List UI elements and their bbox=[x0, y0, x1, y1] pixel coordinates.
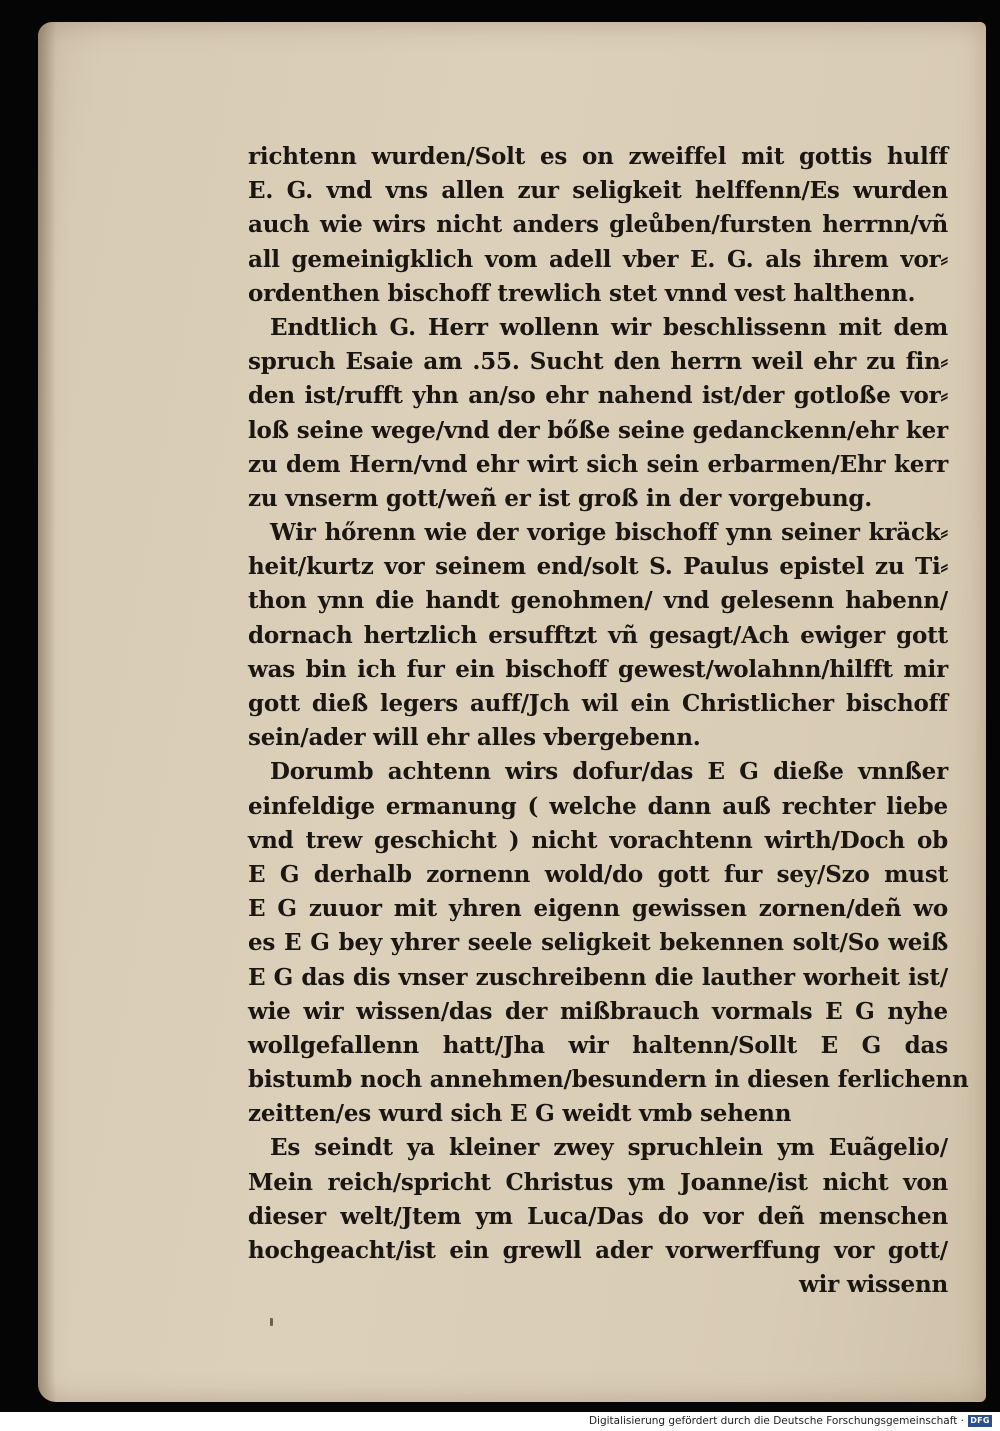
dfg-logo-icon: DFG bbox=[968, 1415, 992, 1427]
paragraph-start-line: Dorumb achtenn wirs dofur/das E G dieße vnnßer bbox=[270, 758, 948, 786]
text-line: auch wie wirs nicht anders gleůben/fursten herrnn/vñ bbox=[248, 211, 948, 239]
text-line: zu dem Hern/vnd ehr wirt sich sein erbarmen/Ehr kerr bbox=[248, 450, 948, 478]
text-line: richtenn wurden/Solt es on zweiffel mit gottis hulff bbox=[248, 143, 948, 170]
text-line: wie wir wissen/das der mißbrauch vormals E G nyhe bbox=[248, 997, 948, 1025]
text-line: heit/kurtz vor seinem end/solt S. Paulus epistel zu Ti⸗ bbox=[248, 553, 948, 581]
text-line: sein/ader will ehr alles vbergebenn. bbox=[248, 724, 701, 752]
text-line: vnd trew geschicht ) nicht vorachtenn wirth/Doch ob bbox=[248, 826, 948, 854]
digitization-credit: Digitalisierung gefördert durch die Deutsche Forschungsgemeinschaft · bbox=[588, 1415, 964, 1427]
text-line: zeitten/es wurd sich E G weidt vmb sehenn bbox=[248, 1100, 792, 1128]
book-page bbox=[38, 22, 986, 1402]
text-line: den ist/rufft yhn an/so ehr nahend ist/der gotloße vor⸗ bbox=[248, 382, 948, 410]
text-line: E G zuuor mit yhren eigenn gewissen zornen/deñ wo bbox=[248, 895, 948, 923]
text-line: E G derhalb zornenn wold/do gott fur sey/Szo must bbox=[248, 860, 948, 888]
paper-speck bbox=[270, 1318, 273, 1326]
paragraph-start-line: Wir hőrenn wie der vorige bischoff ynn seiner kräck⸗ bbox=[270, 519, 948, 547]
text-line: gott dieß legers auff/Jch wil ein Christlicher bischoff bbox=[248, 690, 948, 717]
text-line: zu vnserm gott/weñ er ist groß in der vorgebung. bbox=[248, 484, 873, 512]
text-line: spruch Esaie am .55. Sucht den herrn weil ehr zu fin⸗ bbox=[248, 348, 948, 376]
paragraph-start-line: Endtlich G. Herr wollenn wir beschlissenn mit dem bbox=[270, 313, 948, 341]
text-line: all gemeinigklich vom adell vber E. G. als ihrem vor⸗ bbox=[248, 245, 948, 273]
page-text-block bbox=[248, 140, 969, 1302]
text-line: ordenthen bischoff trewlich stet vnnd vest halthenn. bbox=[248, 279, 916, 307]
text-line: es E G bey yhrer seele seligkeit bekennen solt/So weiß bbox=[248, 929, 948, 957]
text-line: bistumb noch annehmen/besundern in diesen ferlichenn bbox=[248, 1066, 969, 1094]
text-line: einfeldige ermanung ( welche dann auß rechter liebe bbox=[248, 792, 948, 820]
text-line: dornach hertzlich ersufftzt vñ gesagt/Ach ewiger gott bbox=[248, 621, 948, 649]
catchword-line: wir wissenn bbox=[799, 1271, 948, 1299]
text-line: loß seine wege/vnd der bőße seine gedanckenn/ehr ker bbox=[248, 416, 948, 444]
text-line: E. G. vnd vns allen zur seligkeit helffenn/Es wurden bbox=[248, 177, 948, 205]
text-line: Mein reich/spricht Christus ym Joanne/ist nicht von bbox=[248, 1168, 948, 1196]
text-line: E G das dis vnser zuschreibenn die lauther worheit ist/ bbox=[248, 963, 948, 991]
footer-bar bbox=[0, 1412, 1000, 1431]
paragraph-start-line: Es seindt ya kleiner zwey spruchlein ym Euãgelio/ bbox=[270, 1134, 948, 1162]
text-line: was bin ich fur ein bischoff gewest/wolahnn/hilfft mir bbox=[248, 655, 948, 683]
text-line: hochgeacht/ist ein grewll ader vorwerffung vor gott/ bbox=[248, 1237, 948, 1264]
text-line: wollgefallenn hatt/Jha wir haltenn/Sollt E G das bbox=[248, 1031, 948, 1059]
text-line: thon ynn die handt genohmen/ vnd gelesenn habenn/ bbox=[248, 587, 948, 615]
text-line: dieser welt/Jtem ym Luca/Das do vor deñ menschen bbox=[248, 1202, 948, 1230]
